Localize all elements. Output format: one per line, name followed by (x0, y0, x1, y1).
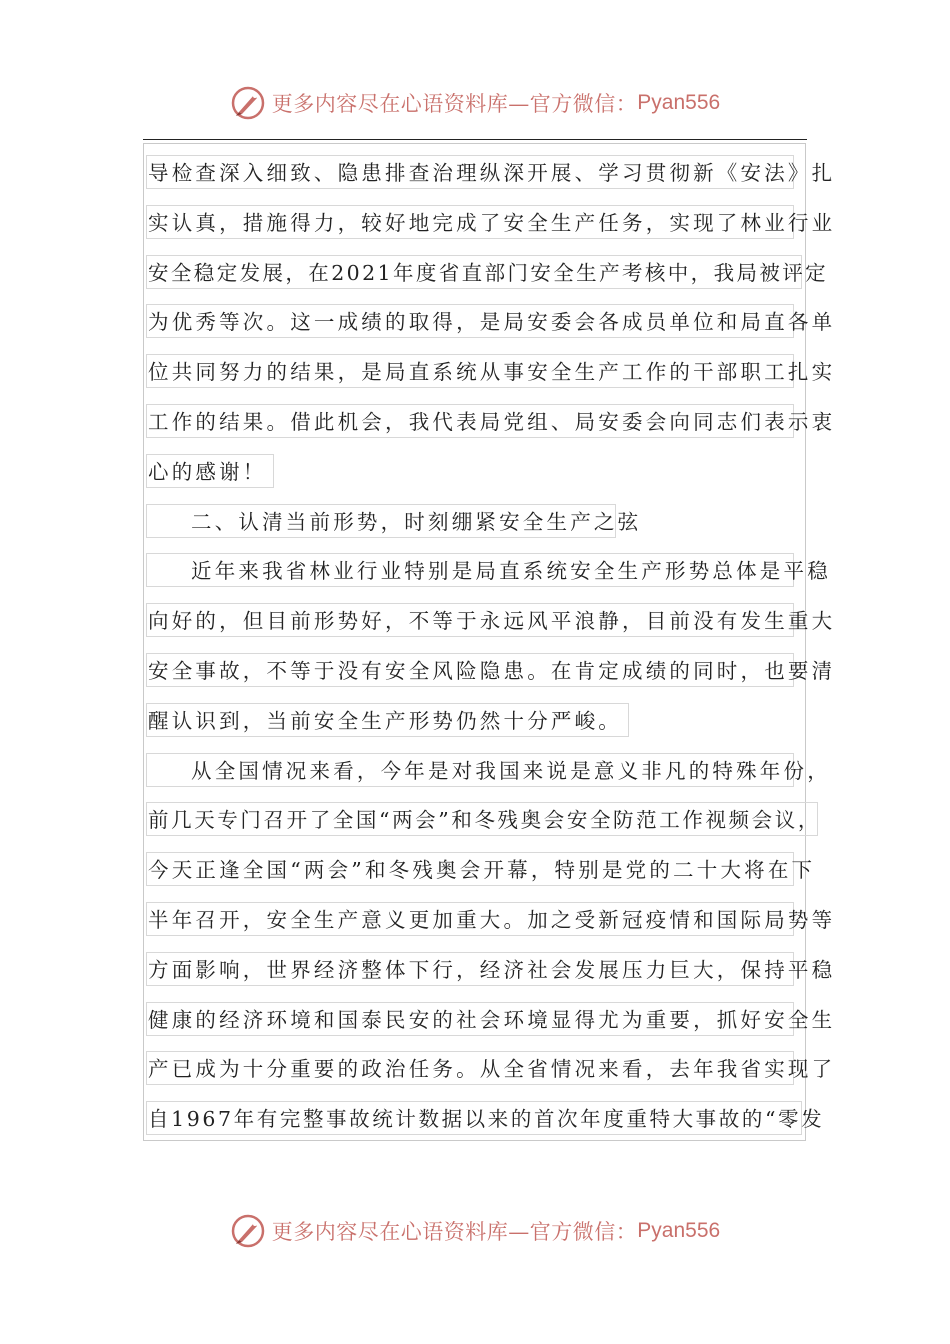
text-line (146, 596, 836, 646)
line-text: 心的感谢！ (146, 454, 274, 488)
line-text: 前几天专门召开了全国“两会”和冬残奥会安全防范工作视频会议， (146, 802, 818, 836)
line-text: 产已成为十分重要的政治任务。从全省情况来看，去年我省实现了 (146, 1051, 794, 1085)
pen-logo-icon (230, 85, 266, 121)
text-line (146, 945, 836, 995)
line-text: 实认真，措施得力，较好地完成了安全生产任务，实现了林业行业 (146, 205, 794, 239)
text-line (146, 1044, 836, 1094)
line-text: 向好的，但目前形势好，不等于永远风平浪静，目前没有发生重大 (146, 603, 794, 637)
text-line (146, 895, 836, 945)
line-text: 健康的经济环境和国泰民安的社会环境显得尤为重要，抓好安全生 (146, 1002, 794, 1036)
text-line (146, 546, 831, 596)
line-text: 从全国情况来看，今年是对我国来说是意义非凡的特殊年份， (146, 753, 794, 787)
line-text: 方面影响，世界经济整体下行，经济社会发展压力巨大，保持平稳 (146, 952, 794, 986)
banner-wechat-id: Pyan556 (637, 1219, 721, 1242)
line-text: 为优秀等次。这一成绩的取得，是局安委会各成员单位和局直各单 (146, 304, 794, 338)
line-text: 自1967年有完整事故统计数据以来的首次年度重特大事故的“零发 (146, 1101, 802, 1135)
footer-banner (0, 1206, 950, 1256)
text-line (146, 746, 831, 796)
pen-logo-icon (230, 1213, 266, 1249)
text-line (146, 397, 836, 447)
line-text: 今天正逢全国“两会”和冬残奥会开幕，特别是党的二十大将在下 (146, 852, 794, 886)
text-line (146, 795, 826, 845)
line-text: 位共同努力的结果，是局直系统从事安全生产工作的干部职工扎实 (146, 354, 794, 388)
text-line (146, 248, 829, 298)
text-line (146, 696, 826, 746)
text-line (146, 995, 836, 1045)
line-text: 近年来我省林业行业特别是局直系统安全生产形势总体是平稳 (146, 553, 794, 587)
text-line (146, 845, 826, 895)
text-line (146, 447, 826, 497)
document-body (146, 148, 836, 1144)
banner-text: 更多内容尽在心语资料库—官方微信： (271, 92, 638, 116)
banner-wechat-id: Pyan556 (637, 91, 721, 114)
heading-text: 二、认清当前形势，时刻绷紧安全生产之弦 (146, 504, 616, 538)
line-text: 导检查深入细致、隐患排查治理纵深开展、学习贯彻新《安法》扎 (146, 155, 794, 189)
text-line (146, 297, 836, 347)
line-text: 安全稳定发展，在2021年度省直部门安全生产考核中，我局被评定 (146, 255, 802, 289)
line-text: 醒认识到，当前安全生产形势仍然十分严峻。 (146, 703, 629, 737)
header-rule (143, 139, 807, 140)
text-line (146, 347, 836, 397)
text-line (146, 148, 836, 198)
banner-text: 更多内容尽在心语资料库—官方微信： (271, 1220, 638, 1244)
line-text: 工作的结果。借此机会，我代表局党组、局安委会向同志们表示衷 (146, 404, 794, 438)
text-line (146, 646, 836, 696)
text-line (146, 198, 836, 248)
line-text: 安全事故，不等于没有安全风险隐患。在肯定成绩的同时，也要清 (146, 653, 794, 687)
text-line (146, 1094, 826, 1144)
line-text: 半年召开，安全生产意义更加重大。加之受新冠疫情和国际局势等 (146, 902, 794, 936)
header-banner (0, 78, 950, 128)
section-heading (146, 497, 826, 547)
